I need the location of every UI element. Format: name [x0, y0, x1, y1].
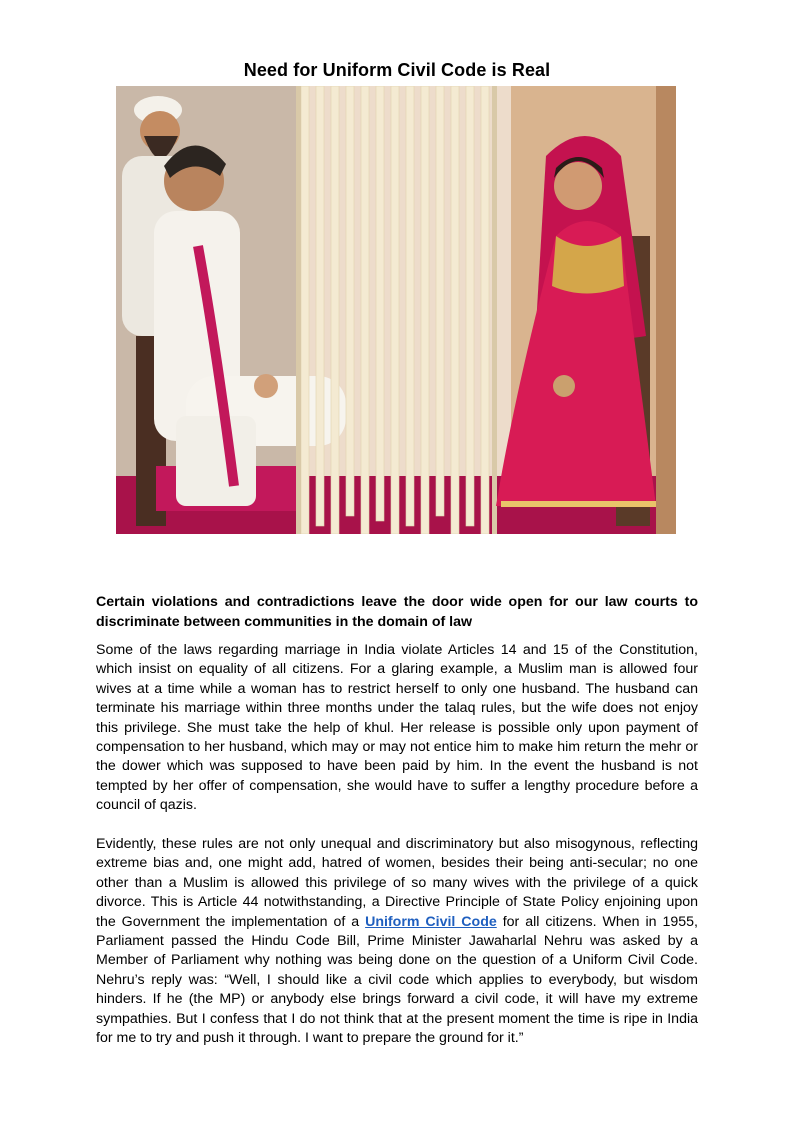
- article-lead: Certain violations and contradictions leave the door wide open for our law courts to discriminate between communities in the domain of law: [96, 594, 698, 630]
- article-title: Need for Uniform Civil Code is Real: [243, 60, 551, 81]
- paragraph-2-text: [96, 835, 698, 1048]
- uniform-civil-code-link[interactable]: Uniform Civil Code: [365, 913, 497, 930]
- article-paragraph-1: [96, 641, 698, 816]
- paragraph-1-text: Some of the laws regarding marriage in India violate Articles 14 and 15 of the Constitution, which insist on equality of all citizens. For a glaring example, a Muslim man is allowed four wives at a time while a woman has to restrict herself to only one husband. The husband can terminate his marriage within three months under the talaq rules, but the wife does not enjoy this privilege. She must take the help of khul. Her release is possible only upon payment of compensation to her husband, which may or may not entice him to make him return the mehr or the dower which was supposed to have been paid by him. In the event the husband is not tempted by her offer of compensation, she would have to suffer a lengthy procedure before a council of qazis.: [96, 642, 698, 814]
- wedding-photo: [116, 86, 676, 534]
- paragraph-2-after-link: for all citizens. When in 1955, Parliament passed the Hindu Code Bill, Prime Minister Jawaharlal Nehru was asked by a Member of Parliament why nothing was being done on the question of a Uniform Civil Code. Nehru’s reply was: “Well, I should like a civil code which applies to everybody, but wisdom hinders. If he (the MP) or anybody else brings forward a civil code, it will have my extreme sympathies. But I confess that I do not think that at the present moment the time is ripe in India for me to try and push it through. I want to prepare the ground for it.”: [96, 913, 698, 1047]
- article-paragraph-2: [96, 835, 698, 1048]
- paragraph-2-before-link: Evidently, these rules are not only unequal and discriminatory but also misogynous, reflecting extreme bias and, one might add, hatred of women, besides their being anti-secular; no one other than a Muslim is allowed this privilege of so many wives with the privilege of a quick divorce. This is Article 44 notwithstanding, a Directive Principle of State Policy enjoining upon the Government the implementation of a: [96, 836, 698, 930]
